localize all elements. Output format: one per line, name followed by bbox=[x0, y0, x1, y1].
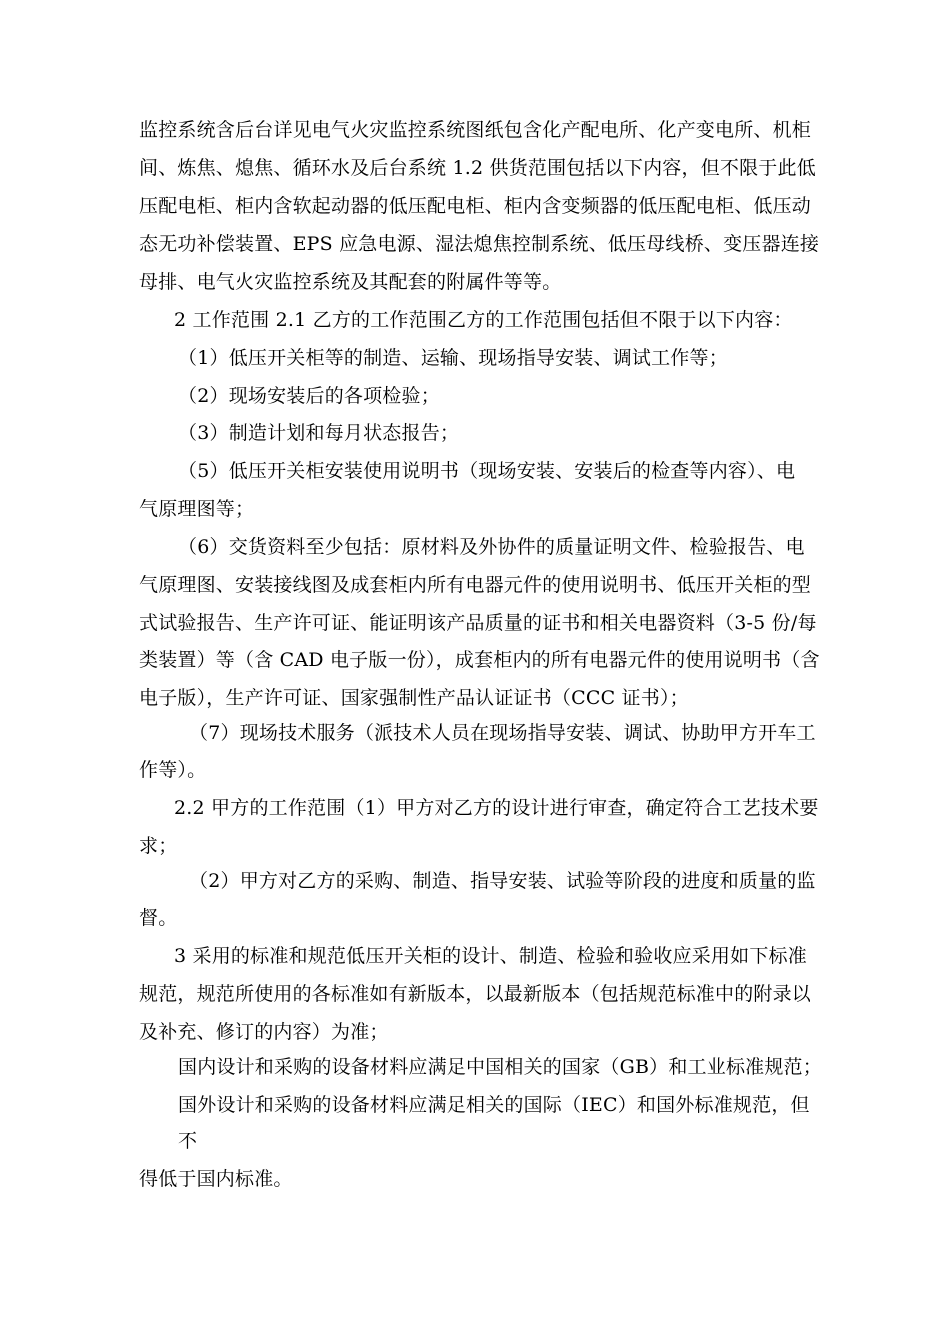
text-line: 及补充、修订的内容）为准； bbox=[139, 1021, 389, 1043]
text-line: 母排、电气火灾监控系统及其配套的附属件等等。 bbox=[139, 271, 562, 293]
text-line: 3 采用的标准和规范低压开关柜的设计、制造、检验和验收应采用如下标准 bbox=[174, 945, 807, 967]
text-line: 国外设计和采购的设备材料应满足相关的国际（IEC）和国外标准规范，但 bbox=[178, 1094, 810, 1116]
text-line: （2）甲方对乙方的采购、制造、指导安装、试验等阶段的进度和质量的监 bbox=[189, 870, 816, 892]
text-line: 监控系统含后台详见电气火灾监控系统图纸包含化产配电所、化产变电所、机柜 bbox=[139, 119, 812, 141]
text-line: 气原理图等； bbox=[139, 498, 255, 520]
text-line: 作等）。 bbox=[139, 759, 207, 781]
text-line: 压配电柜、柜内含软起动器的低压配电柜、柜内含变频器的低压配电柜、低压动 bbox=[139, 195, 812, 217]
text-line: （2）现场安装后的各项检验； bbox=[178, 385, 440, 407]
text-line: 得低于国内标准。 bbox=[139, 1168, 293, 1190]
text-line: 态无功补偿装置、EPS 应急电源、湿法熄焦控制系统、低压母线桥、变压器连接 bbox=[139, 233, 820, 255]
text-line: 2 工作范围 2.1 乙方的工作范围乙方的工作范围包括但不限于以下内容： bbox=[174, 309, 793, 331]
text-line: 求； bbox=[139, 835, 178, 857]
text-line: 间、炼焦、熄焦、循环水及后台系统 1.2 供货范围包括以下内容，但不限于此低 bbox=[139, 157, 816, 179]
text-line: 气原理图、安装接线图及成套柜内所有电器元件的使用说明书、低压开关柜的型 bbox=[139, 574, 812, 596]
text-line: 2.2 甲方的工作范围（1）甲方对乙方的设计进行审查，确定符合工艺技术要 bbox=[174, 797, 819, 819]
text-line: 督。 bbox=[139, 907, 178, 929]
text-line: 类装置）等（含 CAD 电子版一份），成套柜内的所有电器元件的使用说明书（含 bbox=[139, 649, 820, 671]
text-line: （1）低压开关柜等的制造、运输、现场指导安装、调试工作等； bbox=[178, 347, 728, 369]
text-line: 不 bbox=[178, 1130, 198, 1152]
text-line: （5）低压开关柜安装使用说明书（现场安装、安装后的检查等内容）、电 bbox=[178, 460, 796, 482]
text-line: 国内设计和采购的设备材料应满足中国相关的国家（GB）和工业标准规范； bbox=[178, 1056, 822, 1078]
text-line: （3）制造计划和每月状态报告； bbox=[178, 422, 460, 444]
text-line: 式试验报告、生产许可证、能证明该产品质量的证书和相关电器资料（3-5 份/每 bbox=[139, 612, 817, 634]
text-line: （7）现场技术服务（派技术人员在现场指导安装、调试、协助甲方开车工 bbox=[189, 722, 816, 744]
text-line: 电子版），生产许可证、国家强制性产品认证证书（CCC 证书）； bbox=[139, 687, 689, 709]
text-line: 规范，规范所使用的各标准如有新版本，以最新版本（包括规范标准中的附录以 bbox=[139, 983, 812, 1005]
text-line: （6）交货资料至少包括：原材料及外协件的质量证明文件、检验报告、电 bbox=[178, 536, 805, 558]
